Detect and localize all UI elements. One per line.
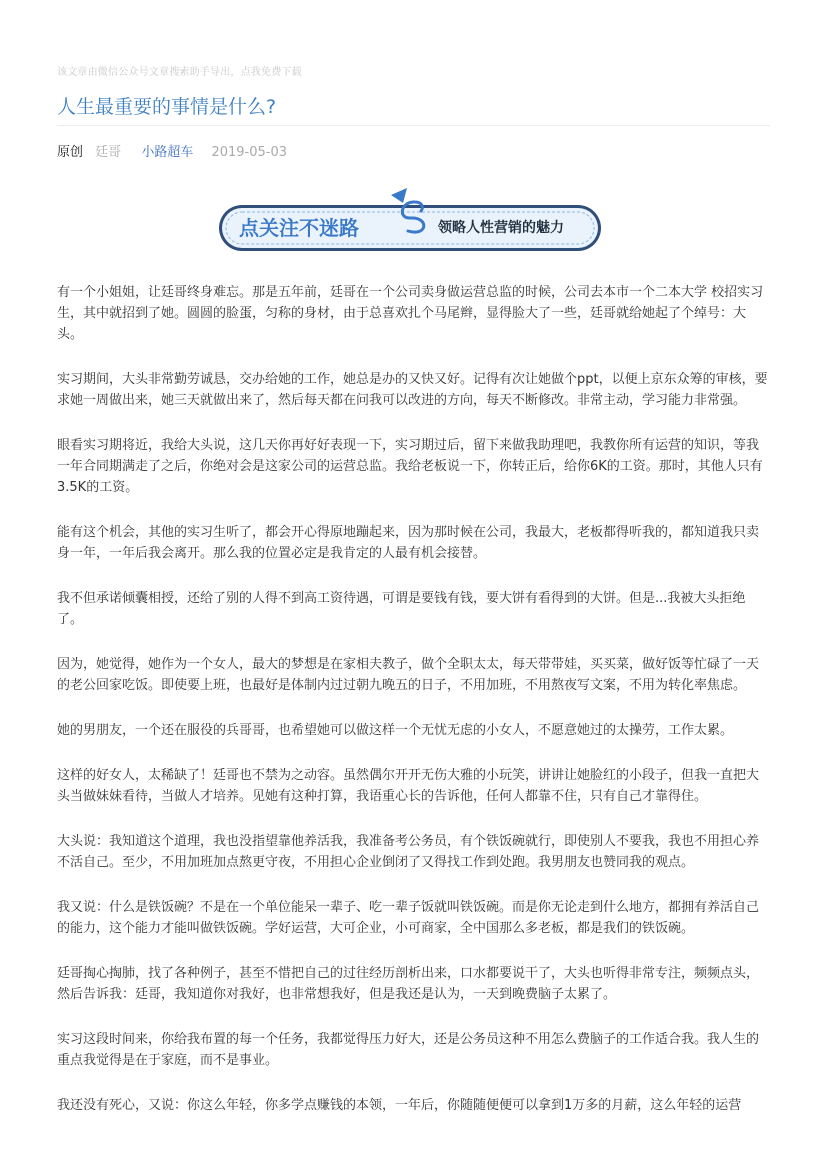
- banner-right-text: 领略人性营销的魅力: [438, 220, 564, 236]
- paragraph: 廷哥掏心掏肺，找了各种例子，甚至不惜把自己的过往经历剖析出来，口水都要说干了，大头也听得非常专注，频频点头，然后告诉我：廷哥，我知道你对我好，也非常想我好，但是我还是认为，一天到晚费脑子太累了。: [57, 966, 760, 1002]
- paragraph: 能有这个机会，其他的实习生听了，都会开心得原地蹦起来，因为那时候在公司，我最大，老板都得听我的，都知道我只卖身一年，一年后我会离开。那么我的位置必定是我肯定的人最有机会接替。: [57, 525, 760, 561]
- paragraph: 她的男朋友，一个还在服役的兵哥哥，也希望她可以做这样一个无忧无虑的小女人，不愿意她过的太操劳，工作太累。: [57, 723, 734, 738]
- follow-banner: [215, 185, 605, 255]
- paragraph: 我又说：什么是铁饭碗？不是在一个单位能呆一辈子、吃一辈子饭就叫铁饭碗。而是你无论走到什么地方，都拥有养活自己的能力，这个能力才能叫做铁饭碗。学好运营，大可企业，小可商家，全中国那么多老板，都是我们的铁饭碗。: [57, 900, 760, 936]
- paragraph: 我不但承诺倾囊相授，还给了别的人得不到高工资待遇，可谓是要钱有钱，要大饼有看得到的大饼。但是...我被大头拒绝了。: [57, 591, 746, 627]
- title-divider: [57, 125, 770, 126]
- paragraph: 眼看实习期将近，我给大头说，这几天你再好好表现一下，实习期过后，留下来做我助理吧，我教你所有运营的知识，等我一年合同期满走了之后，你绝对会是这家公司的运营总监。我给老板说一下，你转正后，给你6K的工资。那时，其他人只有3.5K的工资。: [57, 438, 763, 495]
- paragraph: 因为，她觉得，她作为一个女人，最大的梦想是在家相夫教子，做个全职太太，每天带带娃，买买菜，做好饭等忙碌了一天的老公回家吃饭。即使要上班，也最好是体制内过过朝九晚五的日子，不用加班，不用熬夜写文案，不用为转化率焦虑。: [57, 657, 760, 693]
- article-title: 人生最重要的事情是什么?: [57, 96, 277, 118]
- article-meta: [57, 141, 295, 160]
- author-name: 廷哥: [95, 145, 122, 160]
- paragraph: 实习期间，大头非常勤劳诚恳，交办给她的工作，她总是办的又快又好。记得有次让她做个ppt，以便上京东众筹的审核，要求她一周做出来，她三天就做出来了，然后每天都在问我可以改进的方向，每天不断修改。非常主动，学习能力非常强。: [57, 372, 768, 408]
- export-note-link[interactable]: 该文章由微信公众号文章搜索助手导出，点我免费下载: [57, 67, 302, 78]
- banner-left-text: 点关注不迷路: [239, 216, 359, 240]
- paragraph: 大头说：我知道这个道理，我也没指望靠他养活我，我准备考公务员，有个铁饭碗就行，即使别人不要我，我也不用担心养不活自己。至少，不用加班加点熬更守夜，不用担心企业倒闭了又得找工作到处跑。我男朋友也赞同我的观点。: [57, 834, 760, 870]
- article-body: [57, 282, 769, 1140]
- original-label: 原创: [57, 145, 84, 160]
- follow-banner-graphic: [215, 185, 605, 255]
- paragraph: 有一个小姐姐，让廷哥终身难忘。那是五年前，廷哥在一个公司卖身做运营总监的时候，公司去本市一个二本大学 校招实习生，其中就招到了她。圆圆的脸蛋，匀称的身材，由于总喜欢扎个马尾辫，显得脸大了一些，廷哥就给她起了个绰号：大头。: [57, 285, 764, 342]
- paragraph: 实习这段时间来，你给我布置的每一个任务，我都觉得压力好大，还是公务员这种不用怎么费脑子的工作适合我。我人生的重点我觉得是在于家庭，而不是事业。: [57, 1032, 760, 1068]
- paragraph: 这样的好女人，太稀缺了！廷哥也不禁为之动容。虽然偶尔开开无伤大雅的小玩笑，讲讲让她脸红的小段子，但我一直把大头当做妹妹看待，当做人才培养。见她有这种打算，我语重心长的告诉他，任何人都靠不住，只有自己才靠得住。: [57, 768, 760, 804]
- paragraph: 我还没有死心，又说：你这么年轻，你多学点赚钱的本领，一年后，你随随便便可以拿到1万多的月薪，这么年轻的运营: [57, 1098, 742, 1113]
- publish-date: 2019-05-03: [211, 145, 288, 160]
- account-link[interactable]: 小路超车: [141, 145, 194, 160]
